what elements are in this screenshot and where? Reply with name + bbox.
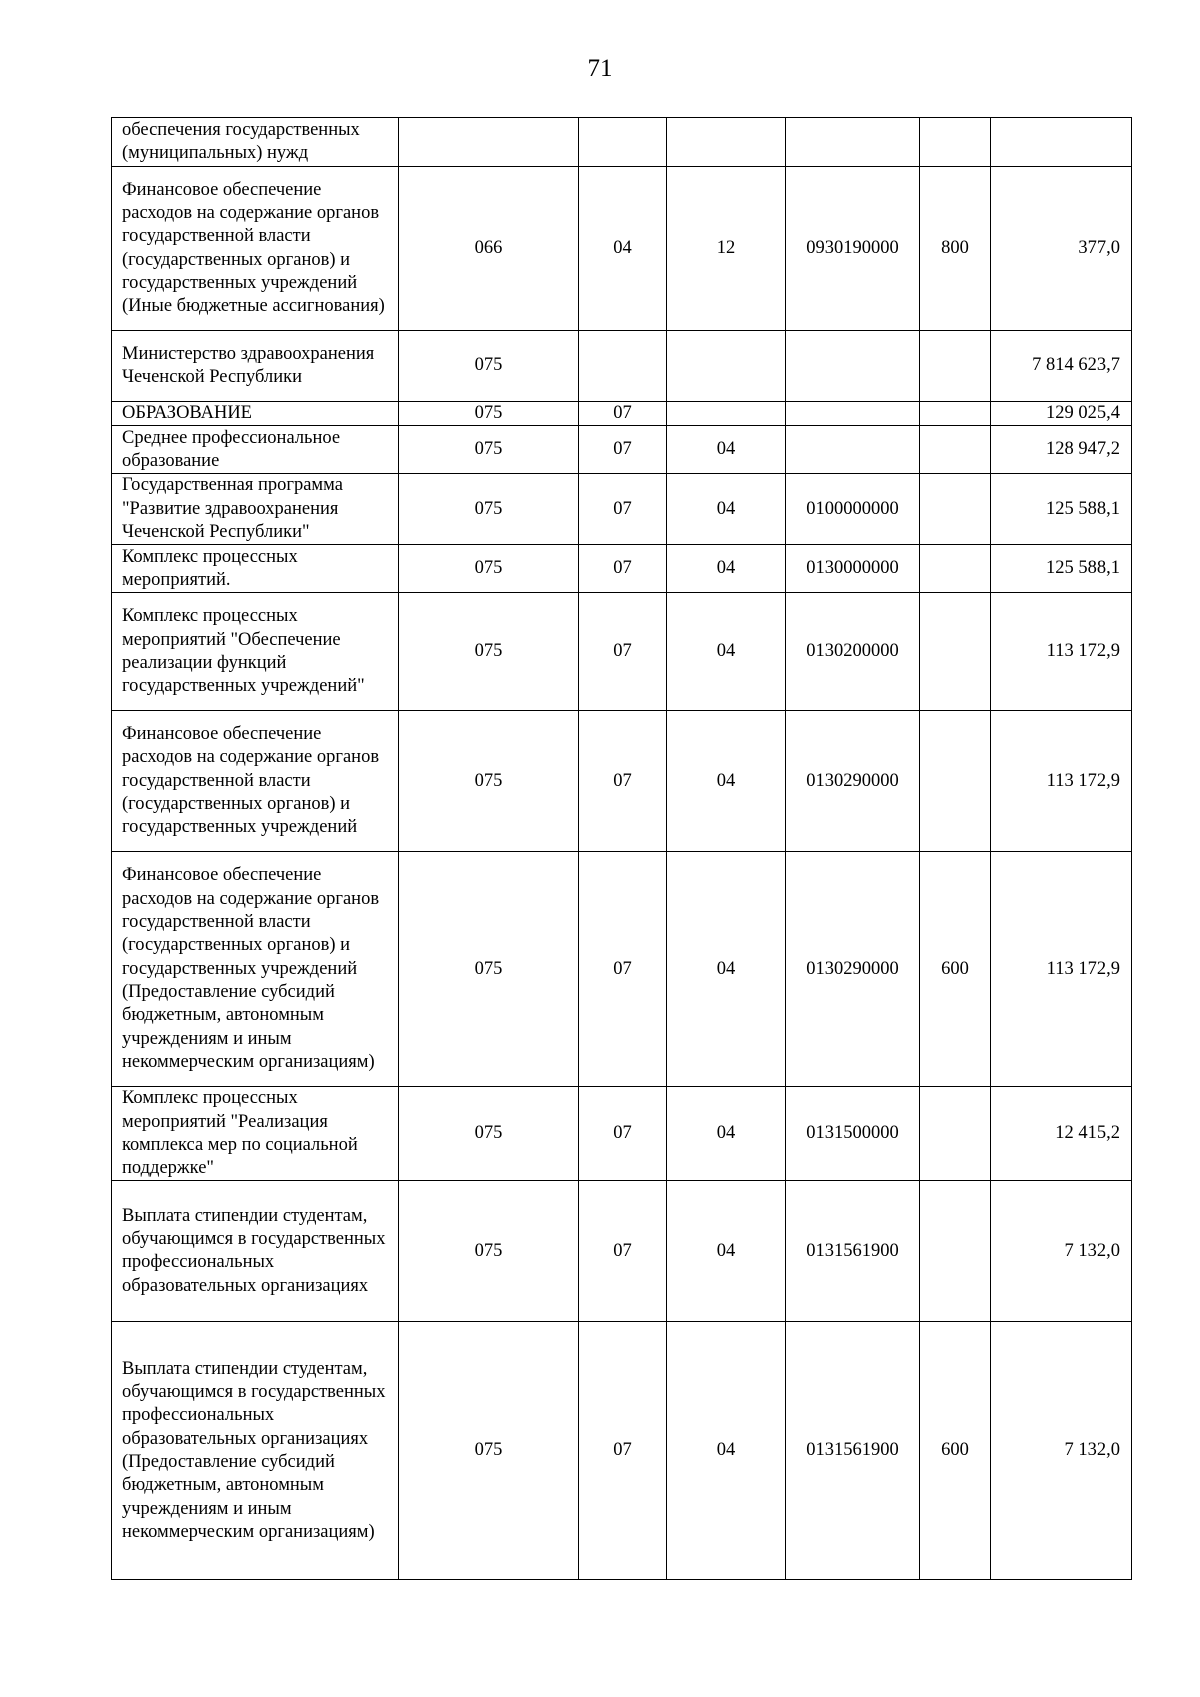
ministry-code: 075 <box>474 1440 503 1461</box>
subsection-code: 04 <box>716 641 736 662</box>
expense-type-code-cell <box>920 1087 991 1181</box>
amount-cell <box>991 852 1132 1087</box>
expense-type-code-cell <box>920 852 991 1087</box>
ministry-code-cell <box>399 852 579 1087</box>
section-code: 07 <box>613 1123 632 1144</box>
item-name-cell <box>112 1087 399 1181</box>
ministry-code-cell <box>399 402 579 426</box>
ministry-code-cell <box>399 474 579 545</box>
expense-type-code-cell <box>920 331 991 402</box>
amount-cell <box>991 474 1132 545</box>
expense-type-code-cell <box>920 545 991 593</box>
item-name: Финансовое обеспечение расходов на содержание органов государственной власти (государственных органов) и государственных учреждений (Иные бюджетные ассигнования) <box>122 179 385 317</box>
subsection-code-cell <box>667 1322 786 1580</box>
target-article-code: 0131561900 <box>806 1240 899 1261</box>
subsection-code-cell <box>667 118 786 167</box>
expense-type-code-cell <box>920 402 991 426</box>
amount: 113 172,9 <box>1046 641 1120 662</box>
item-name: Финансовое обеспечение расходов на содержание органов государственной власти (государственных органов) и государственных учреждений (Предоставление субсидий бюджетным, автономным учреждениям и иным некоммерческим организациям) <box>122 865 380 1072</box>
ministry-code: 075 <box>474 1123 503 1144</box>
item-name: Государственная программа "Развитие здравоохранения Чеченской Республики" <box>122 475 343 542</box>
table-row <box>112 402 1132 426</box>
amount: 125 588,1 <box>1046 498 1120 519</box>
item-name-cell <box>112 167 399 331</box>
amount: 128 947,2 <box>1046 439 1120 460</box>
item-name-cell <box>112 331 399 402</box>
budget-table-body <box>112 118 1132 1580</box>
subsection-code: 04 <box>716 439 736 460</box>
target-article-code: 0930190000 <box>806 237 899 258</box>
section-code-cell <box>579 1181 667 1322</box>
target-article-code-cell <box>786 167 920 331</box>
amount: 129 025,4 <box>1046 403 1120 423</box>
ministry-code-cell <box>399 711 579 852</box>
section-code-cell <box>579 426 667 474</box>
target-article-code-cell <box>786 593 920 711</box>
section-code: 07 <box>613 1440 632 1461</box>
item-name-cell <box>112 426 399 474</box>
amount: 113 172,9 <box>1046 958 1120 979</box>
amount: 7 132,0 <box>1064 1440 1120 1461</box>
amount: 113 172,9 <box>1046 770 1120 791</box>
section-code: 07 <box>613 958 632 979</box>
section-code-cell <box>579 331 667 402</box>
target-article-code: 0131561900 <box>806 1440 899 1461</box>
ministry-code: 066 <box>474 237 503 258</box>
ministry-code: 075 <box>474 439 503 460</box>
item-name-cell <box>112 852 399 1087</box>
item-name-cell <box>112 118 399 167</box>
ministry-code-cell <box>399 331 579 402</box>
ministry-code-cell <box>399 167 579 331</box>
section-code-cell <box>579 545 667 593</box>
ministry-code: 075 <box>474 1240 503 1261</box>
table-row <box>112 118 1132 167</box>
table-row <box>112 1181 1132 1322</box>
section-code: 07 <box>613 641 632 662</box>
subsection-code-cell <box>667 426 786 474</box>
amount-cell <box>991 167 1132 331</box>
section-code-cell <box>579 118 667 167</box>
subsection-code-cell <box>667 711 786 852</box>
target-article-code: 0100000000 <box>806 498 899 519</box>
amount: 7 814 623,7 <box>1032 355 1120 376</box>
ministry-code-cell <box>399 118 579 167</box>
amount-cell <box>991 711 1132 852</box>
expense-type-code-cell <box>920 474 991 545</box>
target-article-code-cell <box>786 331 920 402</box>
item-name-cell <box>112 474 399 545</box>
ministry-code-cell <box>399 1322 579 1580</box>
amount: 12 415,2 <box>1055 1123 1120 1144</box>
amount: 377,0 <box>1078 237 1120 258</box>
item-name: обеспечения государственных (муниципальных) нужд <box>122 119 360 163</box>
section-code-cell <box>579 167 667 331</box>
expense-type-code-cell <box>920 426 991 474</box>
table-row <box>112 331 1132 402</box>
amount-cell <box>991 426 1132 474</box>
section-code-cell <box>579 474 667 545</box>
table-row <box>112 545 1132 593</box>
table-row <box>112 167 1132 331</box>
item-name: Комплекс процессных мероприятий "Реализация комплекса мер по социальной поддержке" <box>122 1088 358 1179</box>
item-name: Комплекс процессных мероприятий "Обеспечение реализации функций государственных учреждений" <box>122 606 365 697</box>
section-code: 07 <box>613 558 632 579</box>
section-code: 04 <box>613 237 632 258</box>
item-name-cell <box>112 1181 399 1322</box>
subsection-code-cell <box>667 474 786 545</box>
page-number: 71 <box>587 55 613 82</box>
item-name: Выплата стипендии студентам, обучающимся в государственных профессиональных образовательных организациях <box>122 1205 386 1296</box>
subsection-code-cell <box>667 545 786 593</box>
table-row <box>112 426 1132 474</box>
section-code-cell <box>579 711 667 852</box>
target-article-code-cell <box>786 1181 920 1322</box>
section-code-cell <box>579 593 667 711</box>
expense-type-code: 800 <box>941 237 969 258</box>
amount-cell <box>991 402 1132 426</box>
amount-cell <box>991 331 1132 402</box>
expense-type-code: 600 <box>941 958 969 979</box>
item-name-cell <box>112 593 399 711</box>
item-name-cell <box>112 711 399 852</box>
table-row <box>112 474 1132 545</box>
target-article-code-cell <box>786 474 920 545</box>
target-article-code-cell <box>786 852 920 1087</box>
expense-type-code-cell <box>920 593 991 711</box>
ministry-code-cell <box>399 1087 579 1181</box>
item-name: ОБРАЗОВАНИЕ <box>122 403 252 423</box>
item-name: Среднее профессиональное образование <box>122 427 341 471</box>
section-code: 07 <box>613 403 632 423</box>
amount-cell <box>991 545 1132 593</box>
ministry-code: 075 <box>474 558 503 579</box>
subsection-code: 04 <box>716 498 736 519</box>
budget-table <box>111 117 1132 1580</box>
item-name: Министерство здравоохранения Чеченской Республики <box>122 343 375 387</box>
item-name-cell <box>112 402 399 426</box>
amount-cell <box>991 118 1132 167</box>
target-article-code-cell <box>786 545 920 593</box>
item-name: Финансовое обеспечение расходов на содержание органов государственной власти (государственных органов) и государственных учреждений <box>122 724 380 838</box>
ministry-code: 075 <box>474 355 503 376</box>
subsection-code: 04 <box>716 770 736 791</box>
item-name-cell <box>112 545 399 593</box>
subsection-code: 04 <box>716 958 736 979</box>
target-article-code-cell <box>786 118 920 167</box>
expense-type-code-cell <box>920 1181 991 1322</box>
section-code-cell <box>579 1087 667 1181</box>
target-article-code: 0130290000 <box>806 958 899 979</box>
target-article-code: 0131500000 <box>806 1123 899 1144</box>
section-code: 07 <box>613 498 632 519</box>
target-article-code-cell <box>786 426 920 474</box>
subsection-code-cell <box>667 402 786 426</box>
ministry-code-cell <box>399 1181 579 1322</box>
amount-cell <box>991 1181 1132 1322</box>
table-row <box>112 1087 1132 1181</box>
subsection-code: 04 <box>716 1240 736 1261</box>
target-article-code: 0130200000 <box>806 641 899 662</box>
target-article-code: 0130000000 <box>806 558 899 579</box>
ministry-code-cell <box>399 593 579 711</box>
item-name-cell <box>112 1322 399 1580</box>
expense-type-code-cell <box>920 1322 991 1580</box>
amount-cell <box>991 593 1132 711</box>
table-row <box>112 593 1132 711</box>
subsection-code-cell <box>667 1181 786 1322</box>
amount-cell <box>991 1087 1132 1181</box>
expense-type-code-cell <box>920 711 991 852</box>
target-article-code-cell <box>786 711 920 852</box>
amount: 125 588,1 <box>1046 558 1120 579</box>
target-article-code-cell <box>786 1322 920 1580</box>
target-article-code-cell <box>786 1087 920 1181</box>
expense-type-code: 600 <box>941 1440 969 1461</box>
item-name: Комплекс процессных мероприятий. <box>122 546 298 590</box>
section-code: 07 <box>613 1240 632 1261</box>
ministry-code: 075 <box>474 958 503 979</box>
ministry-code-cell <box>399 545 579 593</box>
subsection-code-cell <box>667 167 786 331</box>
section-code: 07 <box>613 770 632 791</box>
expense-type-code-cell <box>920 118 991 167</box>
section-code-cell <box>579 1322 667 1580</box>
section-code-cell <box>579 402 667 426</box>
amount-cell <box>991 1322 1132 1580</box>
subsection-code-cell <box>667 1087 786 1181</box>
expense-type-code-cell <box>920 167 991 331</box>
ministry-code: 075 <box>474 403 503 423</box>
target-article-code-cell <box>786 402 920 426</box>
section-code: 07 <box>613 439 632 460</box>
ministry-code-cell <box>399 426 579 474</box>
subsection-code: 04 <box>716 558 736 579</box>
table-row <box>112 1322 1132 1580</box>
section-code-cell <box>579 852 667 1087</box>
table-row <box>112 711 1132 852</box>
ministry-code: 075 <box>474 641 503 662</box>
subsection-code: 04 <box>716 1440 736 1461</box>
ministry-code: 075 <box>474 770 503 791</box>
subsection-code-cell <box>667 331 786 402</box>
subsection-code-cell <box>667 593 786 711</box>
table-row <box>112 852 1132 1087</box>
subsection-code-cell <box>667 852 786 1087</box>
ministry-code: 075 <box>474 498 503 519</box>
target-article-code: 0130290000 <box>806 770 899 791</box>
subsection-code: 04 <box>716 1123 736 1144</box>
subsection-code: 12 <box>716 237 736 258</box>
item-name: Выплата стипендии студентам, обучающимся в государственных профессиональных образовательных организациях (Предоставление субсидий бюджетным, автономным учреждениям и иным некоммерческим организациям) <box>122 1358 386 1542</box>
amount: 7 132,0 <box>1064 1240 1120 1261</box>
